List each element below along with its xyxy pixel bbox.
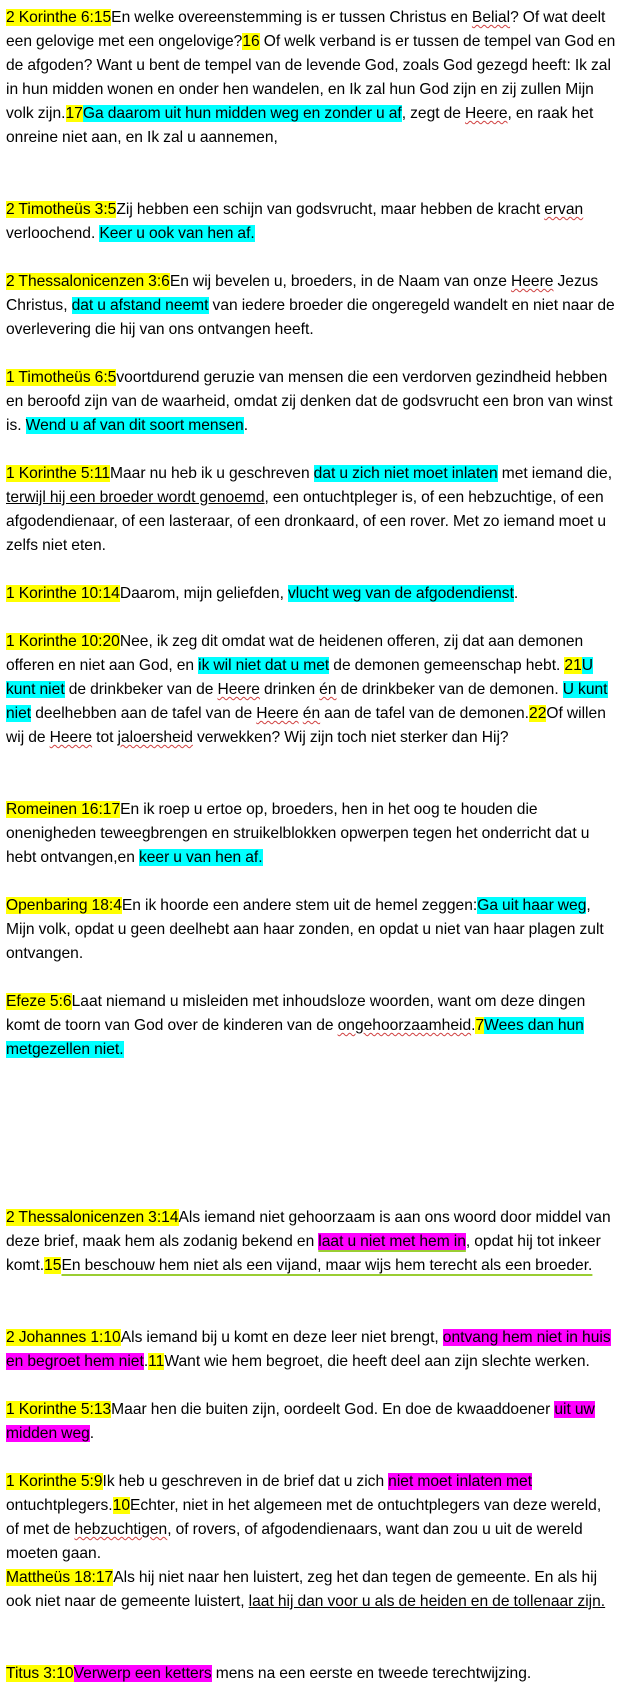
verse-reference: Titus 3:10 (6, 1665, 74, 1682)
spellcheck-word: Heere (49, 729, 93, 746)
scripture-paragraph (6, 1326, 618, 1374)
verse-reference: 2 Thessalonicenzen 3:6 (6, 273, 170, 290)
scripture-paragraph (6, 1398, 618, 1446)
verse-reference: 1 Korinthe 5:13 (6, 1401, 112, 1418)
spellcheck-word: ervan (544, 201, 584, 218)
verse-reference: 22 (529, 705, 547, 722)
cyan-highlight: Keer u ook van hen af. (99, 225, 255, 242)
verse-text: Zij hebben een schijn van godsvrucht, maar hebben de kracht (116, 201, 545, 218)
underlined-text: laat hij dan voor u als de heiden en de tollenaar zijn. (248, 1593, 606, 1610)
scripture-paragraph (6, 366, 618, 438)
verse-text: ontuchtplegers. (6, 1497, 113, 1514)
verse-reference: 2 Johannes 1:10 (6, 1329, 121, 1346)
verse-reference: 21 (564, 657, 582, 674)
verse-reference: 16 (242, 33, 260, 50)
cyan-highlight: vlucht weg van de afgodendienst (287, 585, 514, 602)
scripture-paragraph (6, 1206, 618, 1278)
verse-text: Echter, niet in het algemeen met de ontuchtplegers van deze wereld, of met de (6, 1497, 602, 1538)
verse-text: Nee, ik zeg dit omdat wat de heidenen offeren, zij dat aan demonen offeren en niet aan God, en (6, 633, 584, 674)
verse-text: Als iemand niet gehoorzaam is aan ons woord door middel van deze brief, maak hem als zodanig bekend en (6, 1209, 611, 1250)
verse-text: , Mijn volk, opdat u geen deelhebt aan haar zonden, en opdat u niet van haar plagen zult ontvangen. (6, 897, 604, 962)
spellcheck-word: Belial (471, 9, 511, 26)
scripture-paragraph (6, 1566, 618, 1614)
verse-text: Maar hen die buiten zijn, oordeelt God. En doe de kwaaddoener (111, 1401, 555, 1418)
verse-text: Of willen wij de (6, 705, 606, 746)
verse-text: Maar nu heb ik u geschreven (110, 465, 314, 482)
verse-text: Ik heb u geschreven in de brief dat u zich (102, 1473, 389, 1490)
scripture-paragraph (6, 462, 618, 558)
verse-text: voortdurend geruzie van mensen die een verdorven gezindheid hebben en beroofd zijn van de waarheid, omdat zij denken dat de godsvrucht een bron van winst is. (6, 369, 613, 434)
verse-text: Want wie hem begroet, die heeft deel aan zijn slechte werken. (164, 1353, 590, 1370)
green-underlined-text: En beschouw hem niet als een vijand, maar wijs hem terecht als een broeder. (61, 1257, 593, 1274)
verse-reference: 2 Korinthe 6:15 (6, 9, 112, 26)
verse-text: de demonen gemeenschap hebt. (329, 657, 565, 674)
verse-text: , opdat hij tot inkeer komt. (6, 1233, 601, 1274)
verse-reference: 2 Thessalonicenzen 3:14 (6, 1209, 179, 1226)
scripture-paragraph (6, 1662, 618, 1686)
verse-reference: 1 Korinthe 5:9 (6, 1473, 103, 1490)
cyan-highlight: keer u van hen af. (138, 849, 263, 866)
cyan-highlight: Wees dan hun metgezellen niet. (6, 1017, 584, 1058)
cyan-highlight: U kunt niet (6, 681, 608, 722)
verse-text: En ik roep u ertoe op, broeders, hen in het oog te houden die onenigheden teweegbrengen en struikelblokken opwerpen tegen het onderricht dat u hebt ontvangen,en (6, 801, 590, 866)
verse-text: verwekken? Wij zijn toch niet sterker dan Hij? (192, 729, 509, 746)
magenta-highlight: ontvang hem niet in huis en begroet hem niet (6, 1329, 611, 1370)
spellcheck-word: ongehoorzaamheid (337, 1017, 472, 1034)
cyan-highlight: Ga uit haar weg (477, 897, 587, 914)
verse-reference: Efeze 5:6 (6, 993, 72, 1010)
spellcheck-word: Heere (465, 105, 508, 122)
verse-reference: 11 (148, 1353, 165, 1370)
verse-reference: 17 (65, 105, 83, 122)
magenta-highlight: Verwerp een ketters (73, 1665, 212, 1682)
verse-text: En welke overeenstemming is er tussen Christus en (111, 9, 472, 26)
scripture-paragraph (6, 6, 618, 150)
verse-text: de drinkbeker van de (64, 681, 218, 698)
verse-text: ? Of wat deelt een gelovige met een ongelovige? (6, 9, 606, 50)
spellcheck-word: Heere (510, 273, 554, 290)
spellcheck-word: jaloersheid (117, 729, 193, 746)
verse-text: En ik hoorde een andere stem uit de hemel zeggen: (121, 897, 478, 914)
magenta-highlight: uit uw midden weg (6, 1401, 595, 1442)
verse-text: aan de tafel van de demonen. (320, 705, 530, 722)
verse-text: . (513, 585, 519, 602)
verse-text: Als hij niet naar hen luistert, zeg het dan tegen de gemeente. En als hij ook niet naar de gemeente luistert, (6, 1569, 598, 1610)
verse-text: drinken (259, 681, 320, 698)
scripture-paragraph (6, 894, 618, 966)
cyan-highlight: Wend u af van dit soort mensen (25, 417, 244, 434)
spellcheck-word: én (319, 681, 337, 698)
scripture-paragraph (6, 270, 618, 342)
magenta-highlight: laat u niet met hem in (318, 1233, 466, 1250)
verse-text: van iedere broeder die ongeregeld wandelt en niet naar de overlevering die hij van ons ontvangen heeft. (6, 297, 615, 338)
spellcheck-word: Heere (217, 681, 260, 698)
verse-text: . (471, 1017, 476, 1034)
magenta-highlight: niet moet inlaten met (388, 1473, 533, 1490)
underlined-text: terwijl hij een broeder wordt genoemd (6, 489, 265, 506)
verse-reference: 15 (44, 1257, 62, 1274)
scripture-paragraph (6, 582, 618, 606)
cyan-highlight: Ga daarom uit hun midden weg en zonder u af (82, 105, 402, 122)
cyan-highlight: dat u zich niet moet inlaten (313, 465, 498, 482)
cyan-highlight: dat u afstand neemt (71, 297, 209, 314)
verse-text: , en raak het onreine niet aan, en Ik zal u aannemen, (6, 105, 594, 146)
verse-text: En wij bevelen u, broeders, in de Naam van onze (169, 273, 511, 290)
scripture-paragraph (6, 798, 618, 870)
verse-text: Jezus Christus, (6, 273, 599, 314)
verse-text: deelhebben aan de tafel van de (31, 705, 257, 722)
verse-text: , zegt de (401, 105, 466, 122)
verse-reference: Mattheüs 18:17 (6, 1569, 114, 1586)
verse-reference: 1 Timotheüs 6:5 (6, 369, 117, 386)
verse-text: , een ontuchtpleger is, of een hebzuchtige, of een afgodendienaar, of een lasteraar, of een dronkaard, of een rover. Met zo iemand moet u zelfs niet eten. (6, 489, 607, 554)
scripture-paragraph (6, 1470, 618, 1566)
verse-text: met iemand die, (497, 465, 613, 482)
spellcheck-word: hebzuchtigen (74, 1521, 168, 1538)
verse-reference: Romeinen 16:17 (6, 801, 121, 818)
verse-text: tot (92, 729, 118, 746)
verse-text: Als iemand bij u komt en deze leer niet brengt, (120, 1329, 443, 1346)
scripture-paragraph (6, 630, 618, 750)
verse-reference: Openbaring 18:4 (6, 897, 122, 914)
verse-text: , of rovers, of afgodendienaars, want dan zou u uit de wereld moeten gaan. (6, 1521, 583, 1562)
verse-reference: 7 (475, 1017, 485, 1034)
scripture-paragraph (6, 198, 618, 246)
verse-text: verloochend. (6, 225, 100, 242)
cyan-highlight: U kunt niet (6, 657, 594, 698)
verse-text: . (143, 1353, 149, 1370)
verse-reference: 1 Korinthe 10:14 (6, 585, 120, 602)
verse-reference: 10 (112, 1497, 130, 1514)
spellcheck-word: én (302, 705, 321, 722)
verse-text: . (89, 1425, 95, 1442)
verse-text: Of welk verband is er tussen de tempel van God en de afgoden? Want u bent de tempel van de levende God, zoals God gezegd heeft: Ik zal in hun midden wonen en onder hen wandelen, en Ik zal hun God zijn en zij zullen Mijn volk zijn. (6, 33, 616, 122)
scripture-paragraph (6, 990, 618, 1062)
cyan-highlight: ik wil niet dat u met (198, 657, 330, 674)
spellcheck-word: Heere (256, 705, 299, 722)
verse-reference: 1 Korinthe 5:11 (6, 465, 111, 482)
verse-text: mens na een eerste en tweede terechtwijzing. (211, 1665, 532, 1682)
verse-reference: 2 Timotheüs 3:5 (6, 201, 117, 218)
verse-text: de drinkbeker van de demonen. (336, 681, 563, 698)
verse-reference: 1 Korinthe 10:20 (6, 633, 120, 650)
verse-text: . (243, 417, 249, 434)
verse-text: Laat niemand u misleiden met inhoudsloze woorden, want om deze dingen komt de toorn van God over de kinderen van de (6, 993, 586, 1034)
verse-text: Daarom, mijn geliefden, (119, 585, 288, 602)
